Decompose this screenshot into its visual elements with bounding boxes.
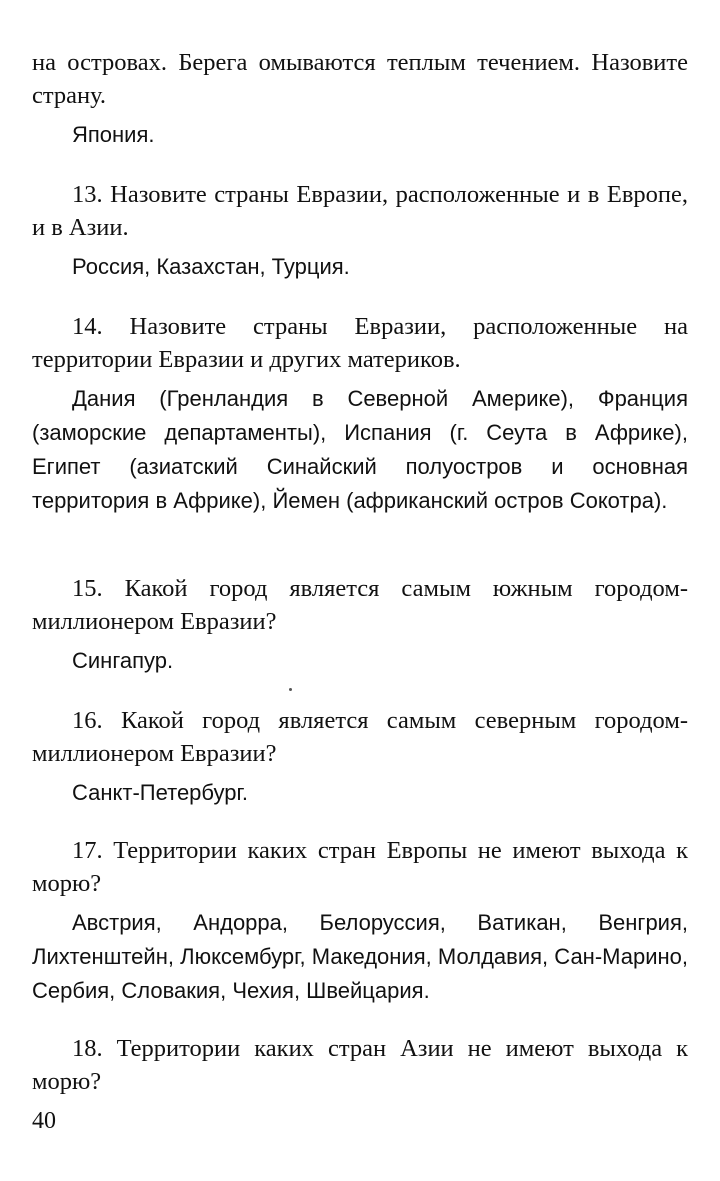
page-number: 40 bbox=[32, 1108, 56, 1134]
answer-text: Дания (Гренландия в Северной Америке), Франция (заморские департаменты), Испания (г. Сеута в Африке), Египет (азиатский Синайский полуостров и основная территория в Африке), Йемен (африканский остров Сокотра). bbox=[32, 386, 688, 513]
question-block-15 bbox=[32, 572, 688, 678]
print-speck bbox=[289, 688, 292, 691]
question-block-17 bbox=[32, 834, 688, 1008]
question-block-14 bbox=[32, 310, 688, 518]
question-text: 13. Назовите страны Евразии, расположенные и в Европе, и в Азии. bbox=[32, 181, 688, 241]
question-block-12 bbox=[32, 46, 688, 152]
question-text: 14. Назовите страны Евразии, расположенные на территории Евразии и других материков. bbox=[32, 313, 688, 373]
question-text: 15. Какой город является самым южным городом-миллионером Евразии? bbox=[32, 575, 688, 635]
question-text: 18. Территории каких стран Азии не имеют выхода к морю? bbox=[32, 1035, 688, 1095]
answer-text: Австрия, Андорра, Белоруссия, Ватикан, Венгрия, Лихтенштейн, Люксембург, Македония, Молдавия, Сан-Марино, Сербия, Словакия, Чехия, Швейцария. bbox=[32, 910, 688, 1003]
question-text: 17. Территории каких стран Европы не имеют выхода к морю? bbox=[32, 837, 688, 897]
question-text: на островах. Берега омываются теплым течением. Назовите страну. bbox=[32, 49, 688, 109]
answer-text: Япония. bbox=[72, 122, 155, 147]
question-block-13 bbox=[32, 178, 688, 284]
answer-text: Санкт-Петербург. bbox=[72, 780, 248, 805]
question-block-16 bbox=[32, 704, 688, 810]
question-block-18 bbox=[32, 1032, 688, 1098]
answer-text: Россия, Казахстан, Турция. bbox=[72, 254, 350, 279]
answer-text: Сингапур. bbox=[72, 648, 174, 673]
question-text: 16. Какой город является самым северным городом-миллионером Евразии? bbox=[32, 707, 688, 767]
